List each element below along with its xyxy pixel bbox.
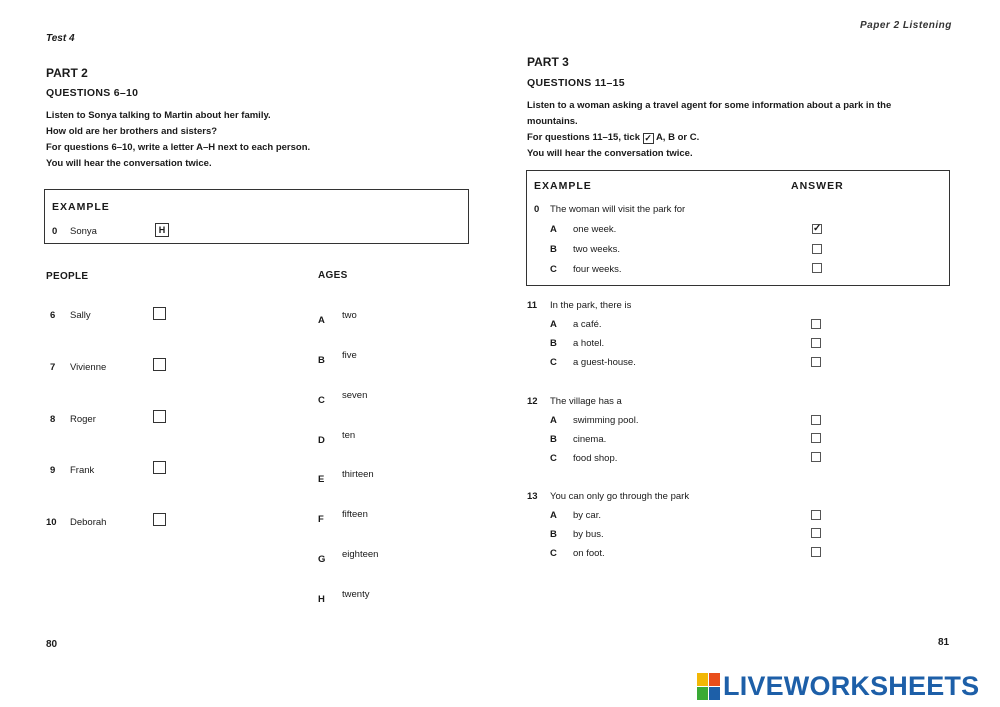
question-text: The village has a	[550, 396, 622, 407]
example-question: The woman will visit the park for	[550, 204, 686, 215]
answer-box-12b[interactable]	[811, 433, 821, 443]
instruction-line: You will hear the conversation twice.	[46, 158, 212, 169]
age-value: thirteen	[342, 469, 374, 480]
liveworksheets-logo-icon	[697, 673, 719, 699]
liveworksheets-logo	[697, 670, 979, 702]
age-letter: G	[318, 554, 326, 565]
option-letter: C	[550, 264, 557, 275]
example-answer-box: H	[155, 223, 169, 237]
option-letter: C	[550, 548, 557, 559]
age-value: two	[342, 310, 357, 321]
example-number: 0	[534, 204, 540, 215]
instruction-line: mountains.	[527, 116, 578, 127]
age-option-c	[318, 390, 368, 408]
questions-11-15-title: QUESTIONS 11–15	[527, 77, 625, 89]
option-letter: B	[550, 338, 557, 349]
instruction-text: For questions 11–15, tick	[527, 132, 640, 143]
age-letter: E	[318, 474, 325, 485]
person-row-roger	[46, 413, 176, 429]
person-name: Frank	[70, 465, 95, 476]
question-13	[527, 491, 827, 561]
age-option-h	[318, 589, 370, 607]
part-2-example-box	[44, 189, 469, 244]
answer-box-11b[interactable]	[811, 338, 821, 348]
left-page-header: Test 4	[46, 33, 75, 44]
option-text: on foot.	[573, 548, 605, 559]
example-number: 0	[52, 226, 58, 237]
example-title: EXAMPLE	[52, 201, 110, 213]
question-text: In the park, there is	[550, 300, 632, 311]
instruction-line: Listen to a woman asking a travel agent for some information about a park in the	[527, 100, 892, 111]
example-answer-box	[812, 244, 822, 254]
option-letter: C	[550, 453, 557, 464]
option-letter: B	[550, 529, 557, 540]
age-letter: H	[318, 594, 325, 605]
person-row-frank	[46, 464, 176, 480]
option-letter: C	[550, 357, 557, 368]
age-letter: A	[318, 315, 325, 326]
instruction-line: You will hear the conversation twice.	[527, 148, 693, 159]
person-number: 10	[46, 517, 57, 528]
age-value: twenty	[342, 589, 370, 600]
answer-box-6[interactable]	[153, 307, 166, 320]
option-letter: A	[550, 510, 557, 521]
age-letter: C	[318, 395, 325, 406]
answer-box-13a[interactable]	[811, 510, 821, 520]
answer-box-12a[interactable]	[811, 415, 821, 425]
person-name: Vivienne	[70, 362, 107, 373]
question-text: You can only go through the park	[550, 491, 690, 502]
part-3-instructions	[527, 98, 927, 162]
age-letter: D	[318, 435, 325, 446]
option-text: a café.	[573, 319, 602, 330]
age-letter: B	[318, 355, 325, 366]
answer-box-13b[interactable]	[811, 528, 821, 538]
age-option-a	[318, 310, 357, 328]
part-2-instructions	[46, 108, 310, 172]
option-text: one week.	[573, 224, 617, 235]
answer-box-11c[interactable]	[811, 357, 821, 367]
person-number: 7	[50, 362, 56, 373]
age-letter: F	[318, 514, 324, 525]
age-option-d	[318, 430, 356, 448]
example-title: EXAMPLE	[534, 180, 592, 192]
age-value: eighteen	[342, 549, 379, 560]
answer-box-8[interactable]	[153, 410, 166, 423]
question-number: 13	[527, 491, 538, 502]
option-text: a hotel.	[573, 338, 605, 349]
age-option-b	[318, 350, 357, 368]
part-3-title: PART 3	[527, 55, 569, 69]
option-text: four weeks.	[573, 264, 622, 275]
answer-box-10[interactable]	[153, 513, 166, 526]
question-number: 12	[527, 396, 538, 407]
question-11	[527, 300, 827, 370]
person-number: 6	[50, 310, 56, 321]
question-number: 11	[527, 300, 538, 311]
person-number: 9	[50, 465, 56, 476]
instruction-line: Listen to Sonya talking to Martin about her family.	[46, 110, 271, 121]
right-page-number: 81	[938, 637, 950, 648]
option-text: swimming pool.	[573, 415, 639, 426]
option-letter: A	[550, 319, 557, 330]
age-option-g	[318, 549, 379, 567]
part-3-example-box	[526, 170, 950, 286]
answer-box-13c[interactable]	[811, 547, 821, 557]
example-answer-box	[812, 263, 822, 273]
person-row-sally	[46, 309, 176, 325]
tick-icon: ✓	[644, 133, 652, 143]
age-value: ten	[342, 430, 356, 441]
person-name: Deborah	[70, 517, 107, 528]
example-name: Sonya	[70, 226, 97, 237]
person-name: Sally	[70, 310, 91, 321]
instruction-line	[527, 130, 927, 146]
answer-box-9[interactable]	[153, 461, 166, 474]
left-page-number: 80	[46, 639, 58, 650]
questions-6-10-title: QUESTIONS 6–10	[46, 87, 139, 99]
person-row-vivienne	[46, 361, 176, 377]
instruction-line: How old are her brothers and sisters?	[46, 126, 218, 137]
option-letter: A	[550, 415, 557, 426]
option-letter: A	[550, 224, 557, 235]
age-option-e	[318, 469, 374, 487]
part-2-title: PART 2	[46, 66, 88, 80]
answer-box-11a[interactable]	[811, 319, 821, 329]
logo-text: LIVEWORKSHEETS	[723, 670, 980, 701]
example-answer-checked: ✓	[813, 223, 822, 234]
question-12	[527, 396, 827, 466]
instruction-line: For questions 6–10, write a letter A–H next to each person.	[46, 142, 311, 153]
option-letter: B	[550, 244, 557, 255]
option-text: a guest-house.	[573, 357, 636, 368]
person-name: Roger	[70, 414, 96, 425]
age-option-f	[318, 509, 368, 527]
age-value: five	[342, 350, 357, 361]
option-text: cinema.	[573, 434, 607, 445]
option-text: by car.	[573, 510, 601, 521]
age-value: seven	[342, 390, 368, 401]
person-number: 8	[50, 414, 56, 425]
answer-box-7[interactable]	[153, 358, 166, 371]
ages-heading: AGES	[318, 270, 348, 281]
option-text: by bus.	[573, 529, 604, 540]
instruction-text: A, B or C.	[655, 132, 700, 143]
answer-heading: ANSWER	[791, 180, 844, 192]
option-text: two weeks.	[573, 244, 620, 255]
right-page-header: Paper 2 Listening	[860, 20, 952, 31]
person-row-deborah	[46, 516, 176, 532]
answer-box-12c[interactable]	[811, 452, 821, 462]
option-text: food shop.	[573, 453, 618, 464]
option-letter: B	[550, 434, 557, 445]
people-heading: PEOPLE	[46, 271, 89, 282]
age-value: fifteen	[342, 509, 368, 520]
